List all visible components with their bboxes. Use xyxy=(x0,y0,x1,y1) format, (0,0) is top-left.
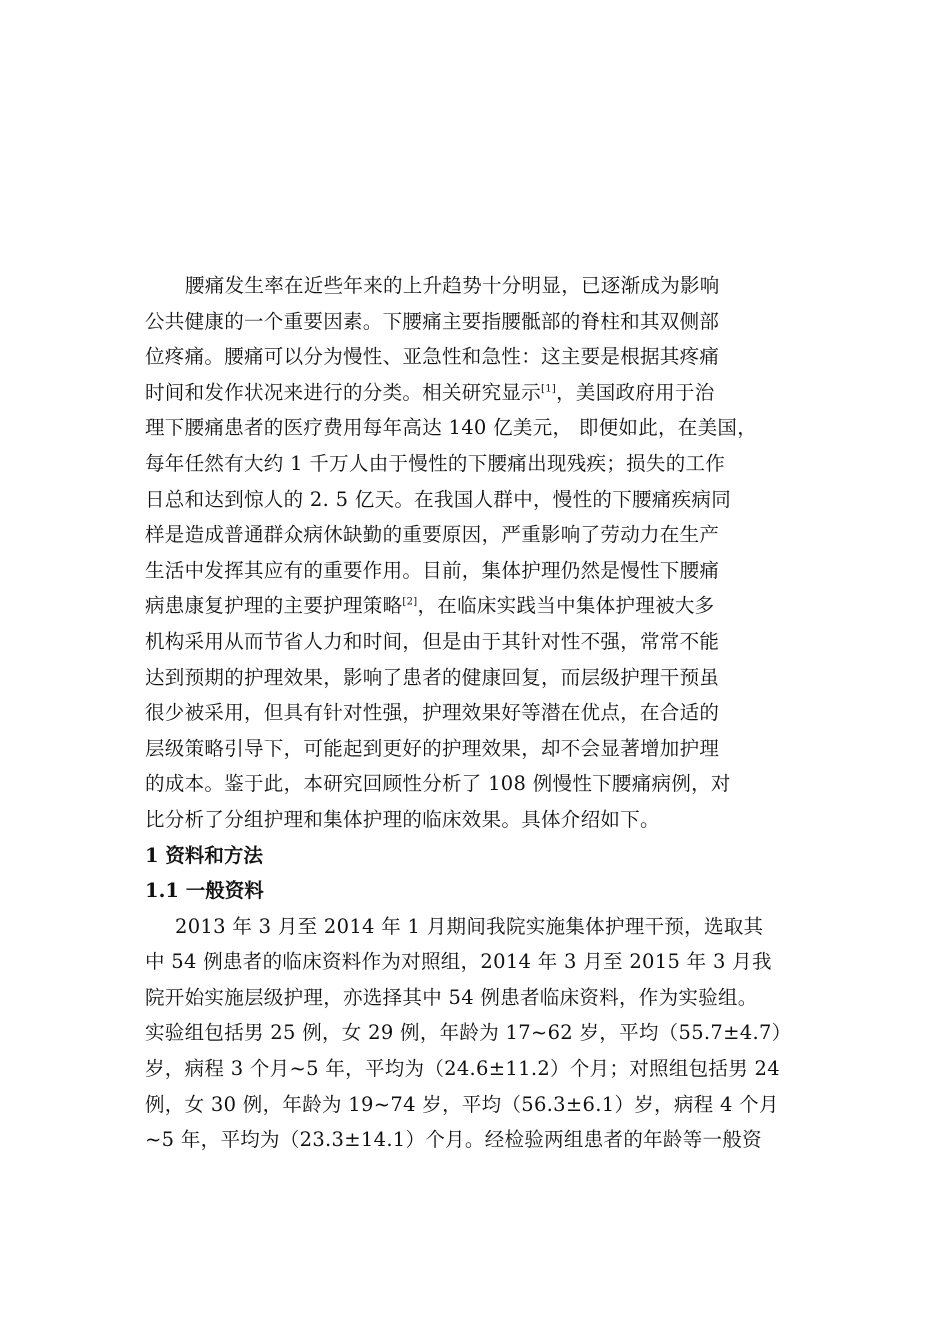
intro-line: 位疼痛。腰痛可以分为慢性、亚急性和急性：这主要是根据其疼痛 xyxy=(145,345,720,369)
general-data-line: ~5 年，平均为（23.3±14.1）个月。经检验两组患者的年龄等一般资 xyxy=(145,1128,762,1152)
intro-text: 病患康复护理的主要护理策略 xyxy=(145,594,403,618)
general-data-line: 院开始实施层级护理，亦选择其中 54 例患者临床资料，作为实验组。 xyxy=(145,985,758,1009)
intro-line: 很少被采用，但具有针对性强，护理效果好等潜在优点，在合适的 xyxy=(145,701,720,725)
intro-line: 比分析了分组护理和集体护理的临床效果。具体介绍如下。 xyxy=(145,807,660,831)
document-body xyxy=(145,268,825,1158)
intro-line: 机构采用从而节省人力和时间，但是由于其针对性不强，常常不能 xyxy=(145,629,720,653)
intro-line: 每年任然有大约 1 千万人由于慢性的下腰痛出现残疾；损失的工作 xyxy=(145,451,726,475)
subsection-heading-general-data: 1.1 一般资料 xyxy=(145,879,264,903)
intro-line: 腰痛发生率在近些年来的上升趋势十分明显，已逐渐成为影响 xyxy=(185,274,720,297)
intro-line: 日总和达到惊人的 2. 5 亿天。在我国人群中，慢性的下腰痛疾病同 xyxy=(145,487,732,511)
intro-line: 生活中发挥其应有的重要作用。目前，集体护理仍然是慢性下腰痛 xyxy=(145,558,720,582)
citation-ref-1: [1] xyxy=(541,383,557,395)
intro-line: 的成本。鉴于此，本研究回顾性分析了 108 例慢性下腰痛病例，对 xyxy=(145,772,731,796)
intro-line: 公共健康的一个重要因素。下腰痛主要指腰骶部的脊柱和其双侧部 xyxy=(145,309,720,333)
general-data-line: 中 54 例患者的临床资料作为对照组，2014 年 3 月至 2015 年 3 月我 xyxy=(145,950,772,974)
citation-ref-2: [2] xyxy=(402,596,418,608)
intro-line xyxy=(145,375,825,411)
general-data-line: 实验组包括男 25 例，女 29 例，年龄为 17~62 岁，平均（55.7±4.7） xyxy=(145,1021,792,1045)
intro-line: 样是造成普通群众病休缺勤的重要原因，严重影响了劳动力在生产 xyxy=(145,523,720,547)
intro-line: 层级策略引导下，可能起到更好的护理效果，却不会显著增加护理 xyxy=(145,736,720,760)
intro-line: 理下腰痛患者的医疗费用每年高达 140 亿美元， 即便如此，在美国， xyxy=(145,416,758,440)
intro-line xyxy=(145,588,825,624)
intro-text: ，在临床实践当中集体护理被大多 xyxy=(417,594,715,618)
intro-text: ，美国政府用于治 xyxy=(556,380,715,404)
intro-text: 时间和发作状况来进行的分类。相关研究显示 xyxy=(145,380,542,404)
general-data-line: 2013 年 3 月至 2014 年 1 月期间我院实施集体护理干预，选取其 xyxy=(175,914,764,938)
general-data-line: 例，女 30 例，年龄为 19~74 岁，平均（56.3±6.1）岁，病程 4 个月 xyxy=(145,1092,779,1116)
intro-line: 达到预期的护理效果，影响了患者的健康回复，而层级护理干预虽 xyxy=(145,665,720,689)
section-heading-materials-methods: 1 资料和方法 xyxy=(145,843,263,867)
general-data-line: 岁，病程 3 个月~5 年，平均为（24.6±11.2）个月；对照组包括男 24 xyxy=(145,1057,780,1081)
